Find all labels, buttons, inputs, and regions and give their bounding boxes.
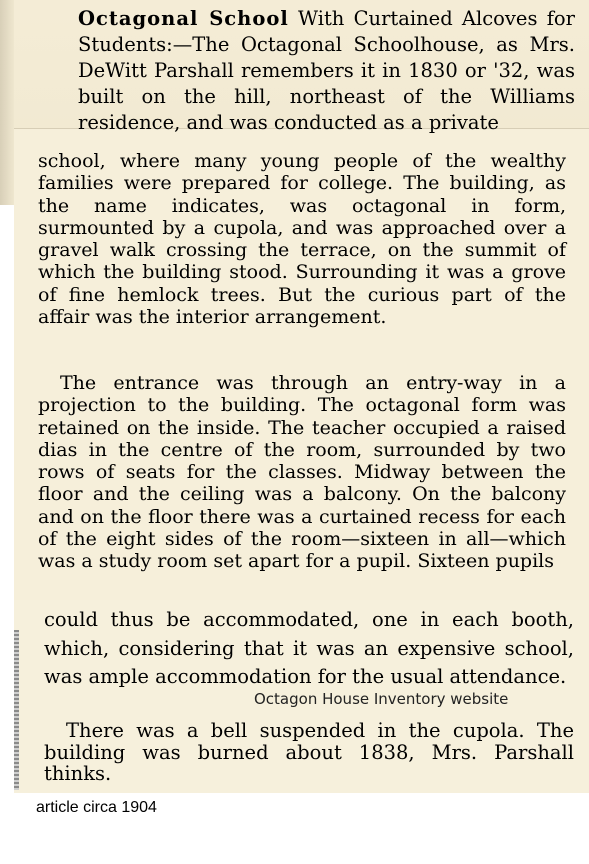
article-paragraph-3 [38,372,566,573]
caption: article circa 1904 [36,799,157,816]
article-paragraph-5 [44,720,574,785]
article-paragraph-1 [78,6,575,136]
scan-edge [14,630,19,790]
article-lead-title: Octagonal School [78,7,289,30]
article-paragraph-3-text: The entrance was through an entry-way in a projection to the building. The octagonal form was retained on the inside. The teacher occupied a raised dias in the centre of the room, surrounded by two rows of seats for the classes. Midway between the floor and the ceiling was a balcony. On the balcony and on the floor there was a curtained recess for each of the eight sides of the room—sixteen in all—which was a study room set apart for a pupil. Sixteen pupils [38,372,566,573]
scan-shadow [0,0,14,205]
article-paragraph-5-text: There was a bell suspended in the cupola. The building was burned about 1838, Mrs. Parshall thinks. [44,719,574,785]
article-paragraph-4: could thus be accommodated, one in each booth, which, considering that it was an expensive school, was ample accommodation for the usual attendance. [44,608,574,688]
article-paragraph-2: school, where many young people of the wealthy families were prepared for college. The building, as the name indicates, was octagonal in form, surmounted by a cupola, and was approached over a gravel walk crossing the terrace, on the summit of which the building stood. Surrounding it was a grove of fine hemlock trees. But the curious part of the affair was the interior arrangement. [38,150,566,329]
watermark-text: Octagon House Inventory website [254,690,509,708]
article-paragraph-1-text: With Curtained Alcoves for Students:—The Octagonal Schoolhouse, as Mrs. DeWitt Parshall remembers it in 1830 or '32, was built on the hill, northeast of the Williams residence, and was conducted as a private [78,7,575,134]
